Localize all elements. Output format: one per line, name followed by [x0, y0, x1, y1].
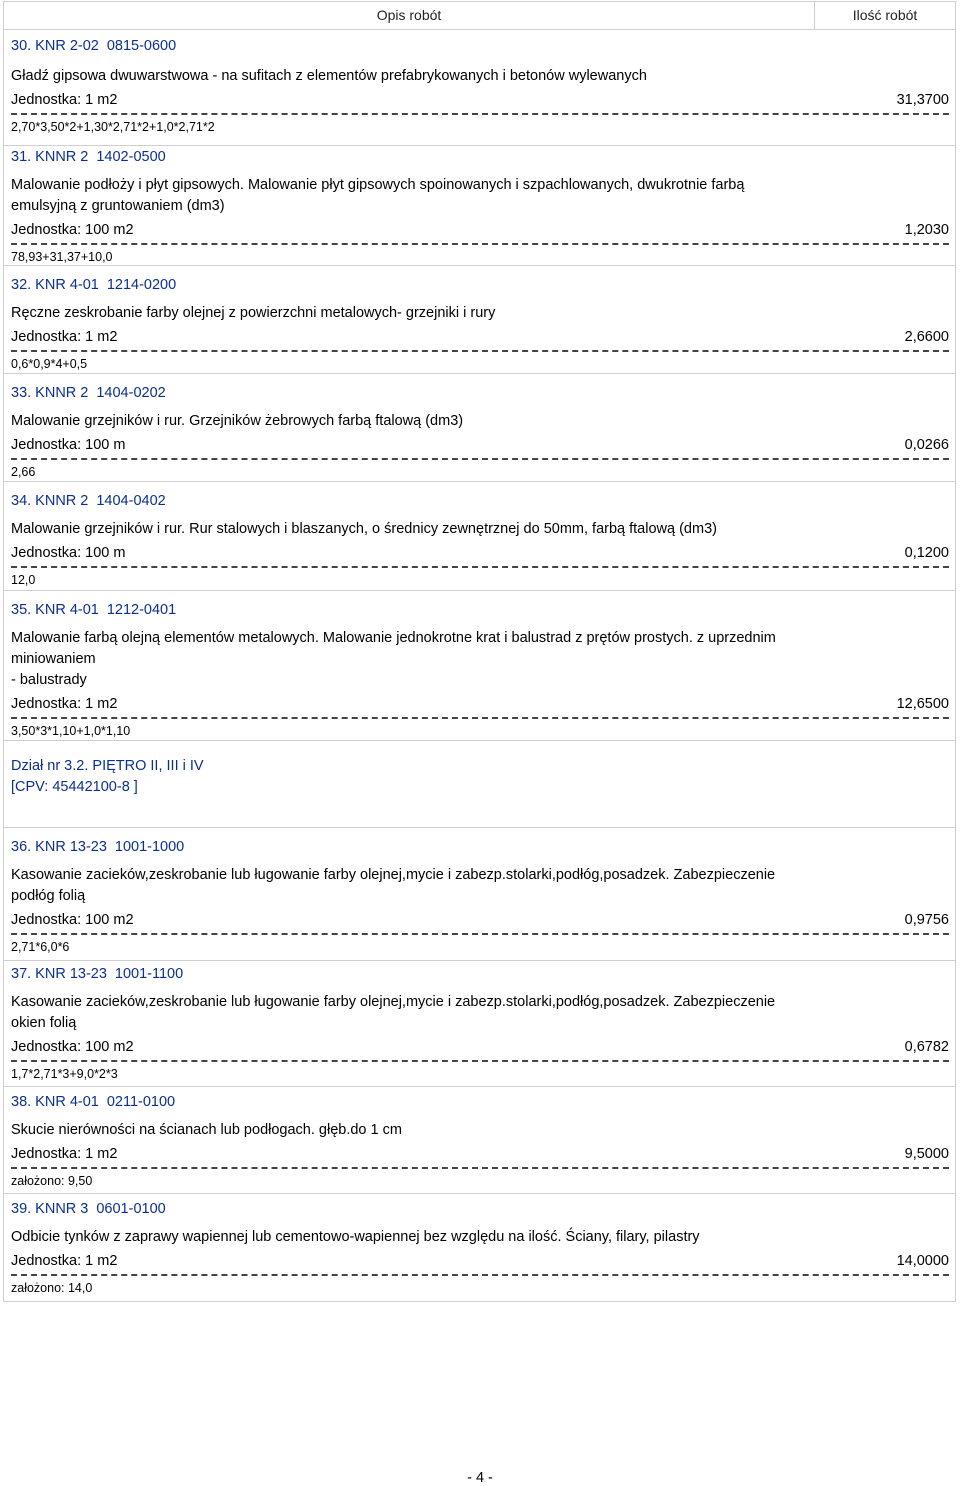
item-measure: 2,71*6,0*6: [11, 940, 70, 954]
item-quantity: 9,5000: [904, 1146, 949, 1162]
item-position: 39. KNNR 3 0601-0100: [11, 1201, 166, 1217]
item-unit: Jednostka: 100 m: [11, 437, 126, 453]
item-unit: Jednostka: 1 m2: [11, 696, 118, 712]
item-measure: 78,93+31,37+10,0: [11, 250, 113, 264]
item-quantity: 0,6782: [904, 1039, 949, 1055]
item-position: 30. KNR 2-02 0815-0600: [11, 38, 177, 54]
item-block: [3, 591, 956, 741]
item-position: 35. KNR 4-01 1212-0401: [11, 602, 177, 618]
item-block: [3, 30, 956, 146]
item-quantity: 31,3700: [896, 92, 949, 108]
item-position: 34. KNNR 2 1404-0402: [11, 493, 166, 509]
item-quantity: 14,0000: [896, 1253, 949, 1269]
section-cpv: [CPV: 45442100-8 ]: [11, 779, 138, 795]
item-quantity: 12,6500: [896, 696, 949, 712]
item-description: Gładź gipsowa dwuwarstwowa - na sufitach z elementów prefabrykowanych i betonów wylewanych: [11, 68, 647, 84]
item-description: Kasowanie zacieków,zeskrobanie lub ługowanie farby olejnej,mycie i zabezp.stolarki,podłóg,posadzek. Zabezpieczenie podłóg folią: [11, 867, 776, 904]
item-unit-row: [11, 694, 949, 719]
item-unit-row: [11, 435, 949, 460]
item-quantity: 0,0266: [904, 437, 949, 453]
item-block: [3, 828, 956, 961]
item-block: [3, 1194, 956, 1302]
item-measure: 12,0: [11, 573, 36, 587]
item-quantity: 0,9756: [904, 912, 949, 928]
item-block: [3, 961, 956, 1087]
item-unit-row: [11, 327, 949, 352]
item-unit: Jednostka: 100 m2: [11, 912, 134, 928]
item-unit-row: [11, 1144, 949, 1169]
item-unit: Jednostka: 100 m2: [11, 1039, 134, 1055]
item-block: [3, 374, 956, 482]
item-position: 33. KNNR 2 1404-0202: [11, 385, 166, 401]
item-block: [3, 482, 956, 591]
item-unit-row: [11, 910, 949, 935]
item-position: 38. KNR 4-01 0211-0100: [11, 1094, 176, 1110]
item-measure: 2,66: [11, 465, 36, 479]
item-measure: założono: 14,0: [11, 1281, 93, 1295]
item-measure: 0,6*0,9*4+0,5: [11, 357, 88, 371]
item-quantity: 2,6600: [904, 329, 949, 345]
item-unit: Jednostka: 1 m2: [11, 1253, 118, 1269]
item-description: Malowanie grzejników i rur. Rur stalowych i blaszanych, o średnicy zewnętrznej do 50mm, farbą ftalową (dm3): [11, 521, 717, 537]
item-description: Skucie nierówności na ścianach lub podłogach. głęb.do 1 cm: [11, 1122, 402, 1138]
item-description: Ręczne zeskrobanie farby olejnej z powierzchni metalowych- grzejniki i rury: [11, 305, 496, 321]
item-description: Kasowanie zacieków,zeskrobanie lub ługowanie farby olejnej,mycie i zabezp.stolarki,podłóg,posadzek. Zabezpieczenie okien folią: [11, 994, 776, 1031]
item-unit-row: [11, 543, 949, 568]
item-measure: 2,70*3,50*2+1,30*2,71*2+1,0*2,71*2: [11, 120, 215, 134]
item-position: 32. KNR 4-01 1214-0200: [11, 277, 177, 293]
header-quantity: Ilość robót: [852, 7, 918, 23]
page-number: - 4 -: [467, 1470, 493, 1486]
item-unit: Jednostka: 100 m: [11, 545, 126, 561]
item-block: [3, 146, 956, 266]
item-block: [3, 266, 956, 374]
item-quantity: 1,2030: [904, 222, 949, 238]
item-measure: 3,50*3*1,10+1,0*1,10: [11, 724, 131, 738]
table-header: [3, 1, 956, 30]
cost-estimate-table: [3, 1, 956, 1302]
item-unit-row: [11, 90, 949, 115]
item-unit-row: [11, 1037, 949, 1062]
item-description: Odbicie tynków z zaprawy wapiennej lub cementowo-wapiennej bez względu na ilość. Ściany, filary, pilastry: [11, 1229, 700, 1245]
item-unit-row: [11, 220, 949, 245]
item-quantity: 0,1200: [904, 545, 949, 561]
item-description: Malowanie grzejników i rur. Grzejników żebrowych farbą ftalową (dm3): [11, 413, 464, 429]
section-heading: [3, 741, 956, 828]
item-measure: 1,7*2,71*3+9,0*2*3: [11, 1067, 118, 1081]
item-unit: Jednostka: 1 m2: [11, 1146, 118, 1162]
item-position: 31. KNNR 2 1402-0500: [11, 149, 166, 165]
item-position: 36. KNR 13-23 1001-1000: [11, 839, 185, 855]
item-description: Malowanie podłoży i płyt gipsowych. Malowanie płyt gipsowych spoinowanych i szpachlowanych, dwukrotnie farbą emulsyjną z gruntowaniem (dm3): [11, 177, 745, 214]
item-unit: Jednostka: 1 m2: [11, 329, 118, 345]
item-position: 37. KNR 13-23 1001-1100: [11, 966, 184, 982]
item-unit: Jednostka: 100 m2: [11, 222, 134, 238]
section-title: Dział nr 3.2. PIĘTRO II, III i IV: [11, 758, 204, 774]
item-block: [3, 1087, 956, 1194]
item-unit: Jednostka: 1 m2: [11, 92, 118, 108]
item-measure: założono: 9,50: [11, 1174, 93, 1188]
header-description: Opis robót: [4, 2, 815, 29]
item-description: Malowanie farbą olejną elementów metalowych. Malowanie jednokrotne krat i balustrad z prętów prostych. z uprzednim miniowaniem - balustrady: [11, 630, 776, 688]
item-unit-row: [11, 1251, 949, 1276]
